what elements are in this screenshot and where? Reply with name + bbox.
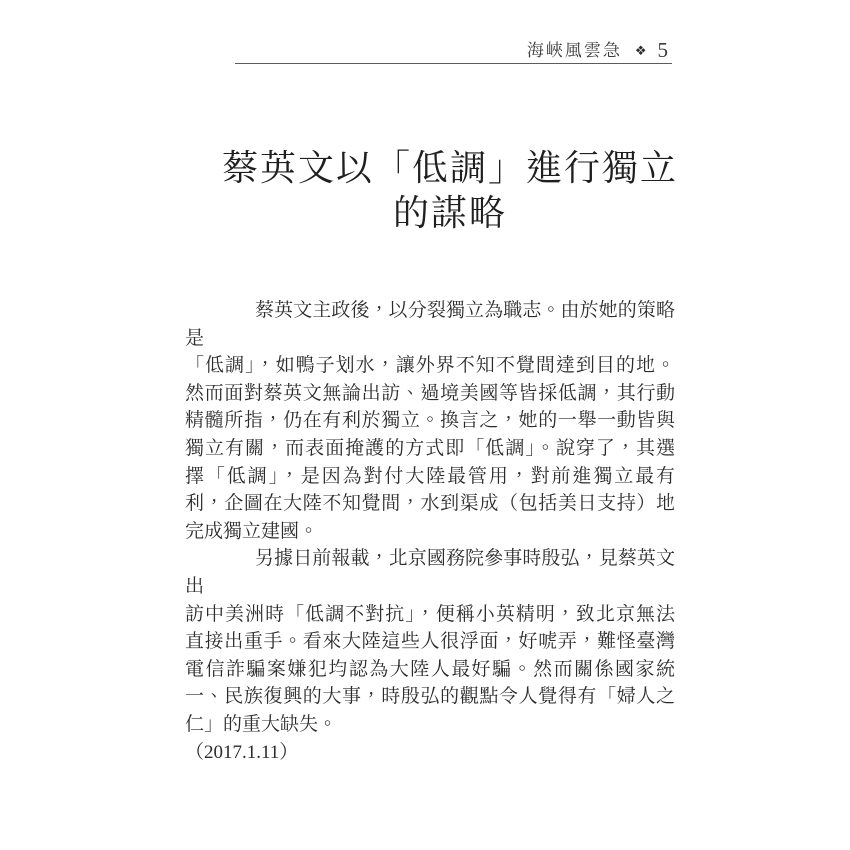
header-rule [235, 63, 672, 64]
book-title: 海峽風雲急 [526, 41, 622, 60]
article-body [185, 297, 675, 766]
chapter-title [215, 146, 685, 236]
body-line: 精髓所指，仍在有利於獨立。換言之，她的一舉一動皆與 [185, 410, 675, 432]
body-line: 訪中美洲時「低調不對抗」，便稱小英精明，致北京無法 [185, 603, 675, 625]
chapter-title-line: 蔡英文以「低調」進行獨立 [221, 148, 678, 188]
body-line: 一、民族復興的大事，時殷弘的觀點令人覺得有「婦人之 [185, 686, 675, 708]
page-number: 5 [657, 38, 668, 62]
body-line: 然而面對蔡英文無論出訪、過境美國等皆採低調，其行動 [185, 382, 675, 404]
body-line: 仁」的重大缺失。 [185, 713, 338, 735]
body-line: 擇「低調」，是因為對付大陸最管用，對前進獨立最有 [185, 465, 675, 487]
body-line: 完成獨立建國。 [185, 520, 319, 542]
running-head [527, 36, 668, 63]
body-line: 另據日前報載，北京國務院參事時殷弘，見蔡英文出 [185, 548, 675, 597]
diamond-ornament-icon: ❖ [634, 43, 647, 58]
chapter-title-line: 的謀略 [392, 193, 507, 233]
body-line: 「低調」，如鴨子划水，讓外界不知不覺間達到目的地。 [185, 355, 675, 377]
body-line: 電信詐騙案嫌犯均認為大陸人最好騙。然而關係國家統 [185, 658, 675, 680]
body-line: 直接出重手。看來大陸這些人很浮面，好唬弄，難怪臺灣 [185, 631, 675, 653]
body-line: 利，企圖在大陸不知覺間，水到渠成（包括美日支持）地 [185, 493, 675, 515]
body-line: （2017.1.11） [185, 741, 299, 763]
body-line: 獨立有關，而表面掩護的方式即「低調」。說穿了，其選 [185, 437, 675, 459]
body-line: 蔡英文主政後，以分裂獨立為職志。由於她的策略是 [185, 300, 675, 349]
